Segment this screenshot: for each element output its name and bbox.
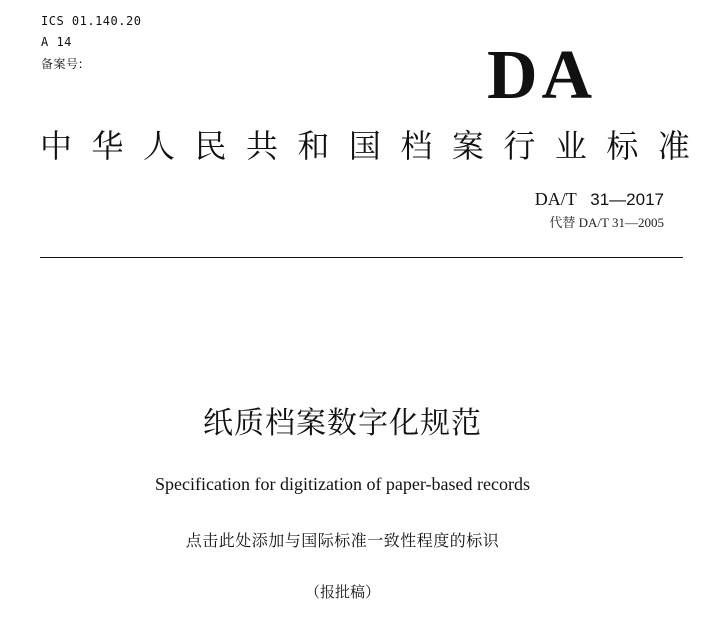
ics-code: ICS 01.140.20 — [41, 14, 142, 28]
da-logo: DA — [487, 37, 597, 114]
draft-status: （报批稿） — [304, 583, 380, 601]
issuing-body-title — [40, 126, 690, 166]
header-char: 标 — [606, 127, 639, 165]
header-char: 共 — [245, 127, 278, 165]
classification-code: A 14 — [41, 35, 72, 49]
header-divider — [40, 257, 683, 258]
header-char: 准 — [657, 127, 690, 165]
standard-number — [535, 188, 664, 211]
header-char: 案 — [451, 127, 484, 165]
header-char: 民 — [194, 127, 227, 165]
header-char: 华 — [91, 127, 124, 165]
standard-code-prefix: DA/T — [534, 189, 577, 209]
header-char: 和 — [297, 127, 330, 165]
document-title-english: Specification for digitization of paper-based records — [155, 474, 530, 494]
consistency-placeholder[interactable]: 点击此处添加与国际标准一致性程度的标识 — [185, 531, 500, 550]
replaces-standard: 代替 DA/T 31—2005 — [549, 215, 664, 230]
header-char: 档 — [400, 127, 433, 165]
header-char: 行 — [503, 127, 536, 165]
header-char: 中 — [40, 127, 73, 165]
document-title: 纸质档案数字化规范 — [203, 406, 482, 441]
record-number-label: 备案号: — [41, 57, 84, 71]
header-char: 业 — [554, 127, 587, 165]
header-char: 人 — [142, 127, 175, 165]
standard-code-number: 31—2017 — [590, 190, 664, 209]
header-char: 国 — [348, 127, 381, 165]
